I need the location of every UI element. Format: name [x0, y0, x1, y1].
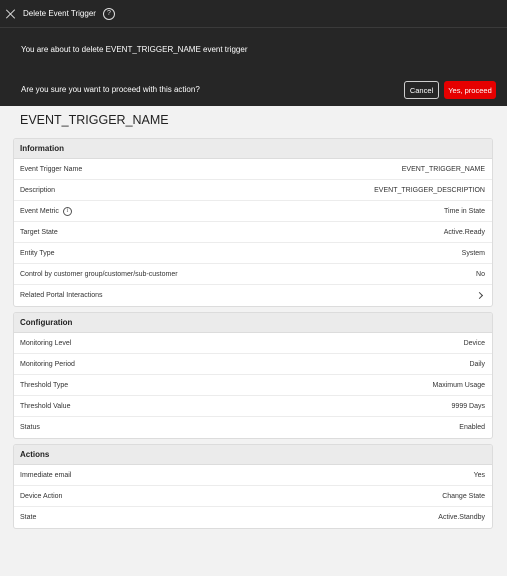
delete-warning-text: You are about to delete EVENT_TRIGGER_NAME event trigger — [21, 45, 248, 54]
info-row-event-metric — [14, 201, 492, 222]
config-row-threshold-type — [14, 375, 492, 396]
page-title: EVENT_TRIGGER_NAME — [20, 113, 169, 127]
row-label: Control by customer group/customer/sub-customer — [20, 270, 178, 278]
row-label: Threshold Type — [20, 381, 69, 389]
config-row-threshold-value — [14, 396, 492, 417]
delete-confirmation-banner — [0, 0, 507, 106]
actions-header: Actions — [14, 445, 492, 465]
row-value: Daily — [469, 360, 485, 368]
info-row-event-trigger-name — [14, 159, 492, 180]
question-circle-icon[interactable]: ? — [103, 8, 115, 20]
row-label: Entity Type — [20, 249, 55, 257]
actions-row-device-action — [14, 486, 492, 507]
row-label: Event Metric — [20, 207, 59, 215]
info-icon[interactable]: i — [63, 207, 72, 216]
configuration-card — [13, 312, 493, 439]
row-value: No — [476, 270, 485, 278]
row-value: Active.Standby — [438, 514, 485, 521]
cancel-button[interactable]: Cancel — [404, 81, 439, 99]
config-row-status — [14, 417, 492, 438]
info-row-target-state — [14, 222, 492, 243]
row-value: Enabled — [459, 424, 485, 431]
confirm-question-text: Are you sure you want to proceed with this action? — [21, 85, 200, 94]
row-value: 9999 Days — [451, 402, 485, 410]
row-label-wrap — [20, 207, 72, 216]
row-label: Related Portal Interactions — [20, 292, 103, 299]
row-value: Time in State — [444, 207, 485, 215]
row-label: Status — [20, 424, 40, 431]
row-label: Threshold Value — [20, 402, 71, 410]
actions-card — [13, 444, 493, 529]
row-value: EVENT_TRIGGER_DESCRIPTION — [374, 186, 485, 194]
row-label: State — [20, 514, 37, 521]
dialog-title: Delete Event Trigger — [23, 9, 96, 18]
row-label: Immediate email — [20, 471, 72, 479]
information-card — [13, 138, 493, 307]
row-value: Yes — [473, 471, 485, 479]
proceed-button[interactable]: Yes, proceed — [444, 81, 496, 99]
actions-row-immediate-email — [14, 465, 492, 486]
row-label: Monitoring Level — [20, 339, 72, 347]
related-portal-interactions-link[interactable] — [14, 285, 492, 306]
row-label: Monitoring Period — [20, 360, 75, 368]
row-label: Target State — [20, 228, 58, 236]
row-label: Description — [20, 186, 56, 194]
actions-row-state — [14, 507, 492, 528]
config-row-monitoring-level — [14, 333, 492, 354]
row-value: Device — [463, 339, 485, 347]
info-row-control-by-customer — [14, 264, 492, 285]
row-value: System — [461, 249, 485, 257]
row-value: Active.Ready — [443, 228, 485, 236]
row-value: Maximum Usage — [432, 381, 485, 389]
row-label: Device Action — [20, 492, 63, 500]
information-header: Information — [14, 139, 492, 159]
chevron-right-icon[interactable] — [476, 292, 483, 299]
row-value: EVENT_TRIGGER_NAME — [401, 165, 485, 173]
row-value: Change State — [442, 492, 485, 500]
info-row-entity-type — [14, 243, 492, 264]
configuration-header: Configuration — [14, 313, 492, 333]
row-label: Event Trigger Name — [20, 165, 83, 173]
info-row-description — [14, 180, 492, 201]
config-row-monitoring-period — [14, 354, 492, 375]
dialog-topbar — [0, 0, 507, 28]
close-icon[interactable] — [6, 9, 16, 19]
